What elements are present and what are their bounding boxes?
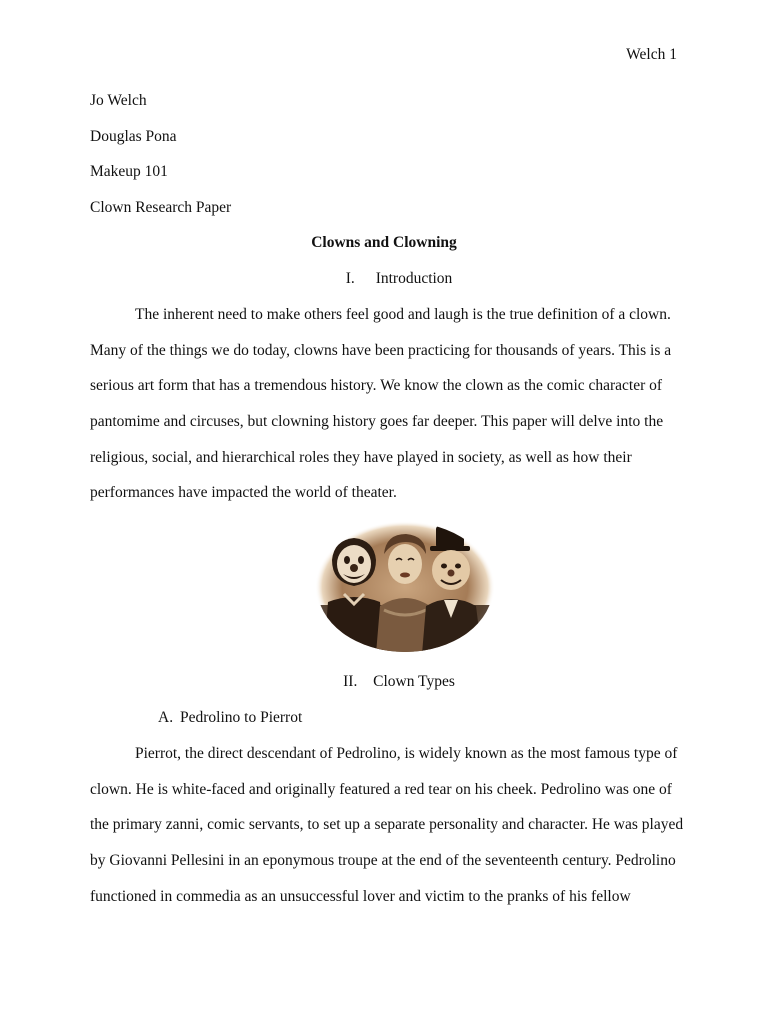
- clowns-photo: [314, 520, 496, 654]
- paragraph-line: serious art form that has a tremendous history. We know the clown as the comic character of: [90, 377, 663, 394]
- assignment-name: Clown Research Paper: [90, 199, 232, 216]
- paragraph-line: performances have impacted the world of theater.: [90, 484, 397, 501]
- section-heading-clown-types: [0, 673, 768, 691]
- subsection-letter: A.: [158, 709, 174, 726]
- section-title: Clown Types: [373, 673, 455, 690]
- instructor-name: Douglas Pona: [90, 128, 177, 145]
- paragraph-line: The inherent need to make others feel good and laugh is the true definition of a clown.: [135, 306, 671, 323]
- running-head: Welch 1: [626, 46, 677, 63]
- paper-title: Clowns and Clowning: [311, 234, 457, 251]
- section-heading-introduction: [0, 270, 768, 288]
- section-number: I.: [345, 270, 355, 287]
- section-title: Introduction: [375, 270, 453, 287]
- paragraph-line: religious, social, and hierarchical roles they have played in society, as well as how their: [90, 449, 632, 466]
- course-name: Makeup 101: [90, 163, 168, 180]
- paragraph-line: the primary zanni, comic servants, to set up a separate personality and character. He was played: [90, 816, 684, 833]
- section-number: II.: [343, 673, 358, 690]
- subsection-heading-pedrolino: [158, 709, 302, 727]
- paragraph-line: clown. He is white-faced and originally featured a red tear on his cheek. Pedrolino was one of: [90, 781, 672, 798]
- author-name: Jo Welch: [90, 92, 147, 109]
- paragraph-line: pantomime and circuses, but clowning history goes far deeper. This paper will delve into the: [90, 413, 664, 430]
- paragraph-line: Many of the things we do today, clowns have been practicing for thousands of years. This is a: [90, 342, 672, 359]
- paragraph-line: Pierrot, the direct descendant of Pedrolino, is widely known as the most famous type of: [135, 745, 678, 762]
- paragraph-line: functioned in commedia as an unsuccessful lover and victim to the pranks of his fellow: [90, 888, 631, 905]
- paragraph-line: by Giovanni Pellesini in an eponymous troupe at the end of the seventeenth century. Pedrolino: [90, 852, 676, 869]
- subsection-title: Pedrolino to Pierrot: [180, 709, 303, 726]
